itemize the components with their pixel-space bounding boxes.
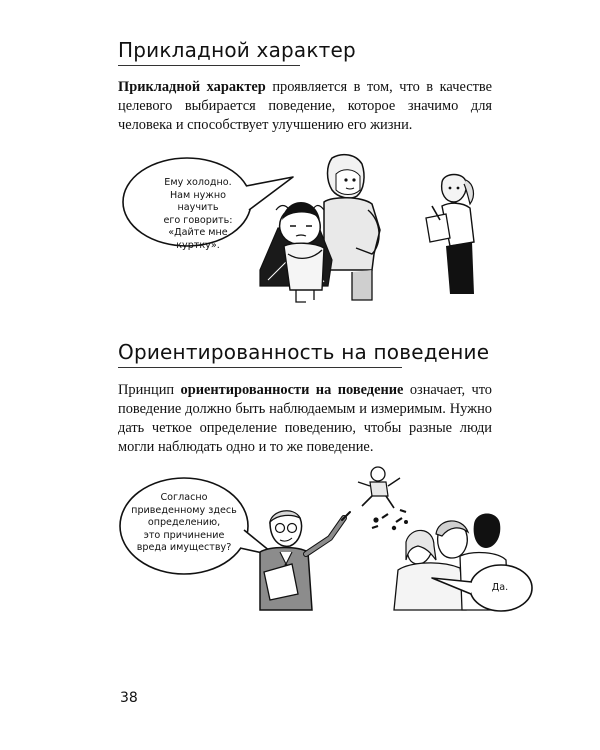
bubble-line: «Дайте мне куртку». [168,227,228,251]
bubble-line: Ему холодно. [164,177,232,188]
paragraph-behavioral [118,381,492,457]
bold-term: ориентированности на поведение [180,382,404,398]
bold-term: Прикладной характер [118,79,266,95]
teacher-figure [260,511,350,610]
caregiver-figure [324,155,380,300]
bubble-line: его говорить: [163,214,233,226]
heading-underline [118,367,402,368]
bubble-line: Согласно [160,492,208,503]
page-number: 38 [120,690,138,706]
speech-bubble-text-teacher [124,492,244,555]
speech-bubble-text-answer: Да. [491,582,509,593]
bubble-line: приведенному здесь [131,504,237,516]
bubble-line: определению, [147,517,221,528]
paragraph-text: проявляется в том, что в качестве целевого выбирается поведение, которое значимо для человека и способствует улучшению его жизни. [118,79,492,133]
boy-breaking-things [358,467,408,530]
section-heading-behavioral: Ориентированность на поведение [118,340,490,364]
paragraph-text: означает, что поведение должно быть наблюдаемым и измеримым. Нужно дать четкое определение поведению, чтобы разные люди могли наблюдать одно и то же поведение. [118,382,493,455]
boy-figure [260,202,332,302]
paragraph-applied [118,78,492,135]
bubble-line: вреда имуществу? [136,542,232,553]
speech-bubble-text-cold [148,177,248,252]
section-heading-applied: Прикладной характер [118,38,356,62]
paragraph-text: Принцип [118,382,181,398]
heading-underline [118,65,300,66]
bubble-line: это причинение [143,529,225,541]
bubble-line: Нам нужно научить [169,189,227,213]
observer-figure [426,175,474,295]
